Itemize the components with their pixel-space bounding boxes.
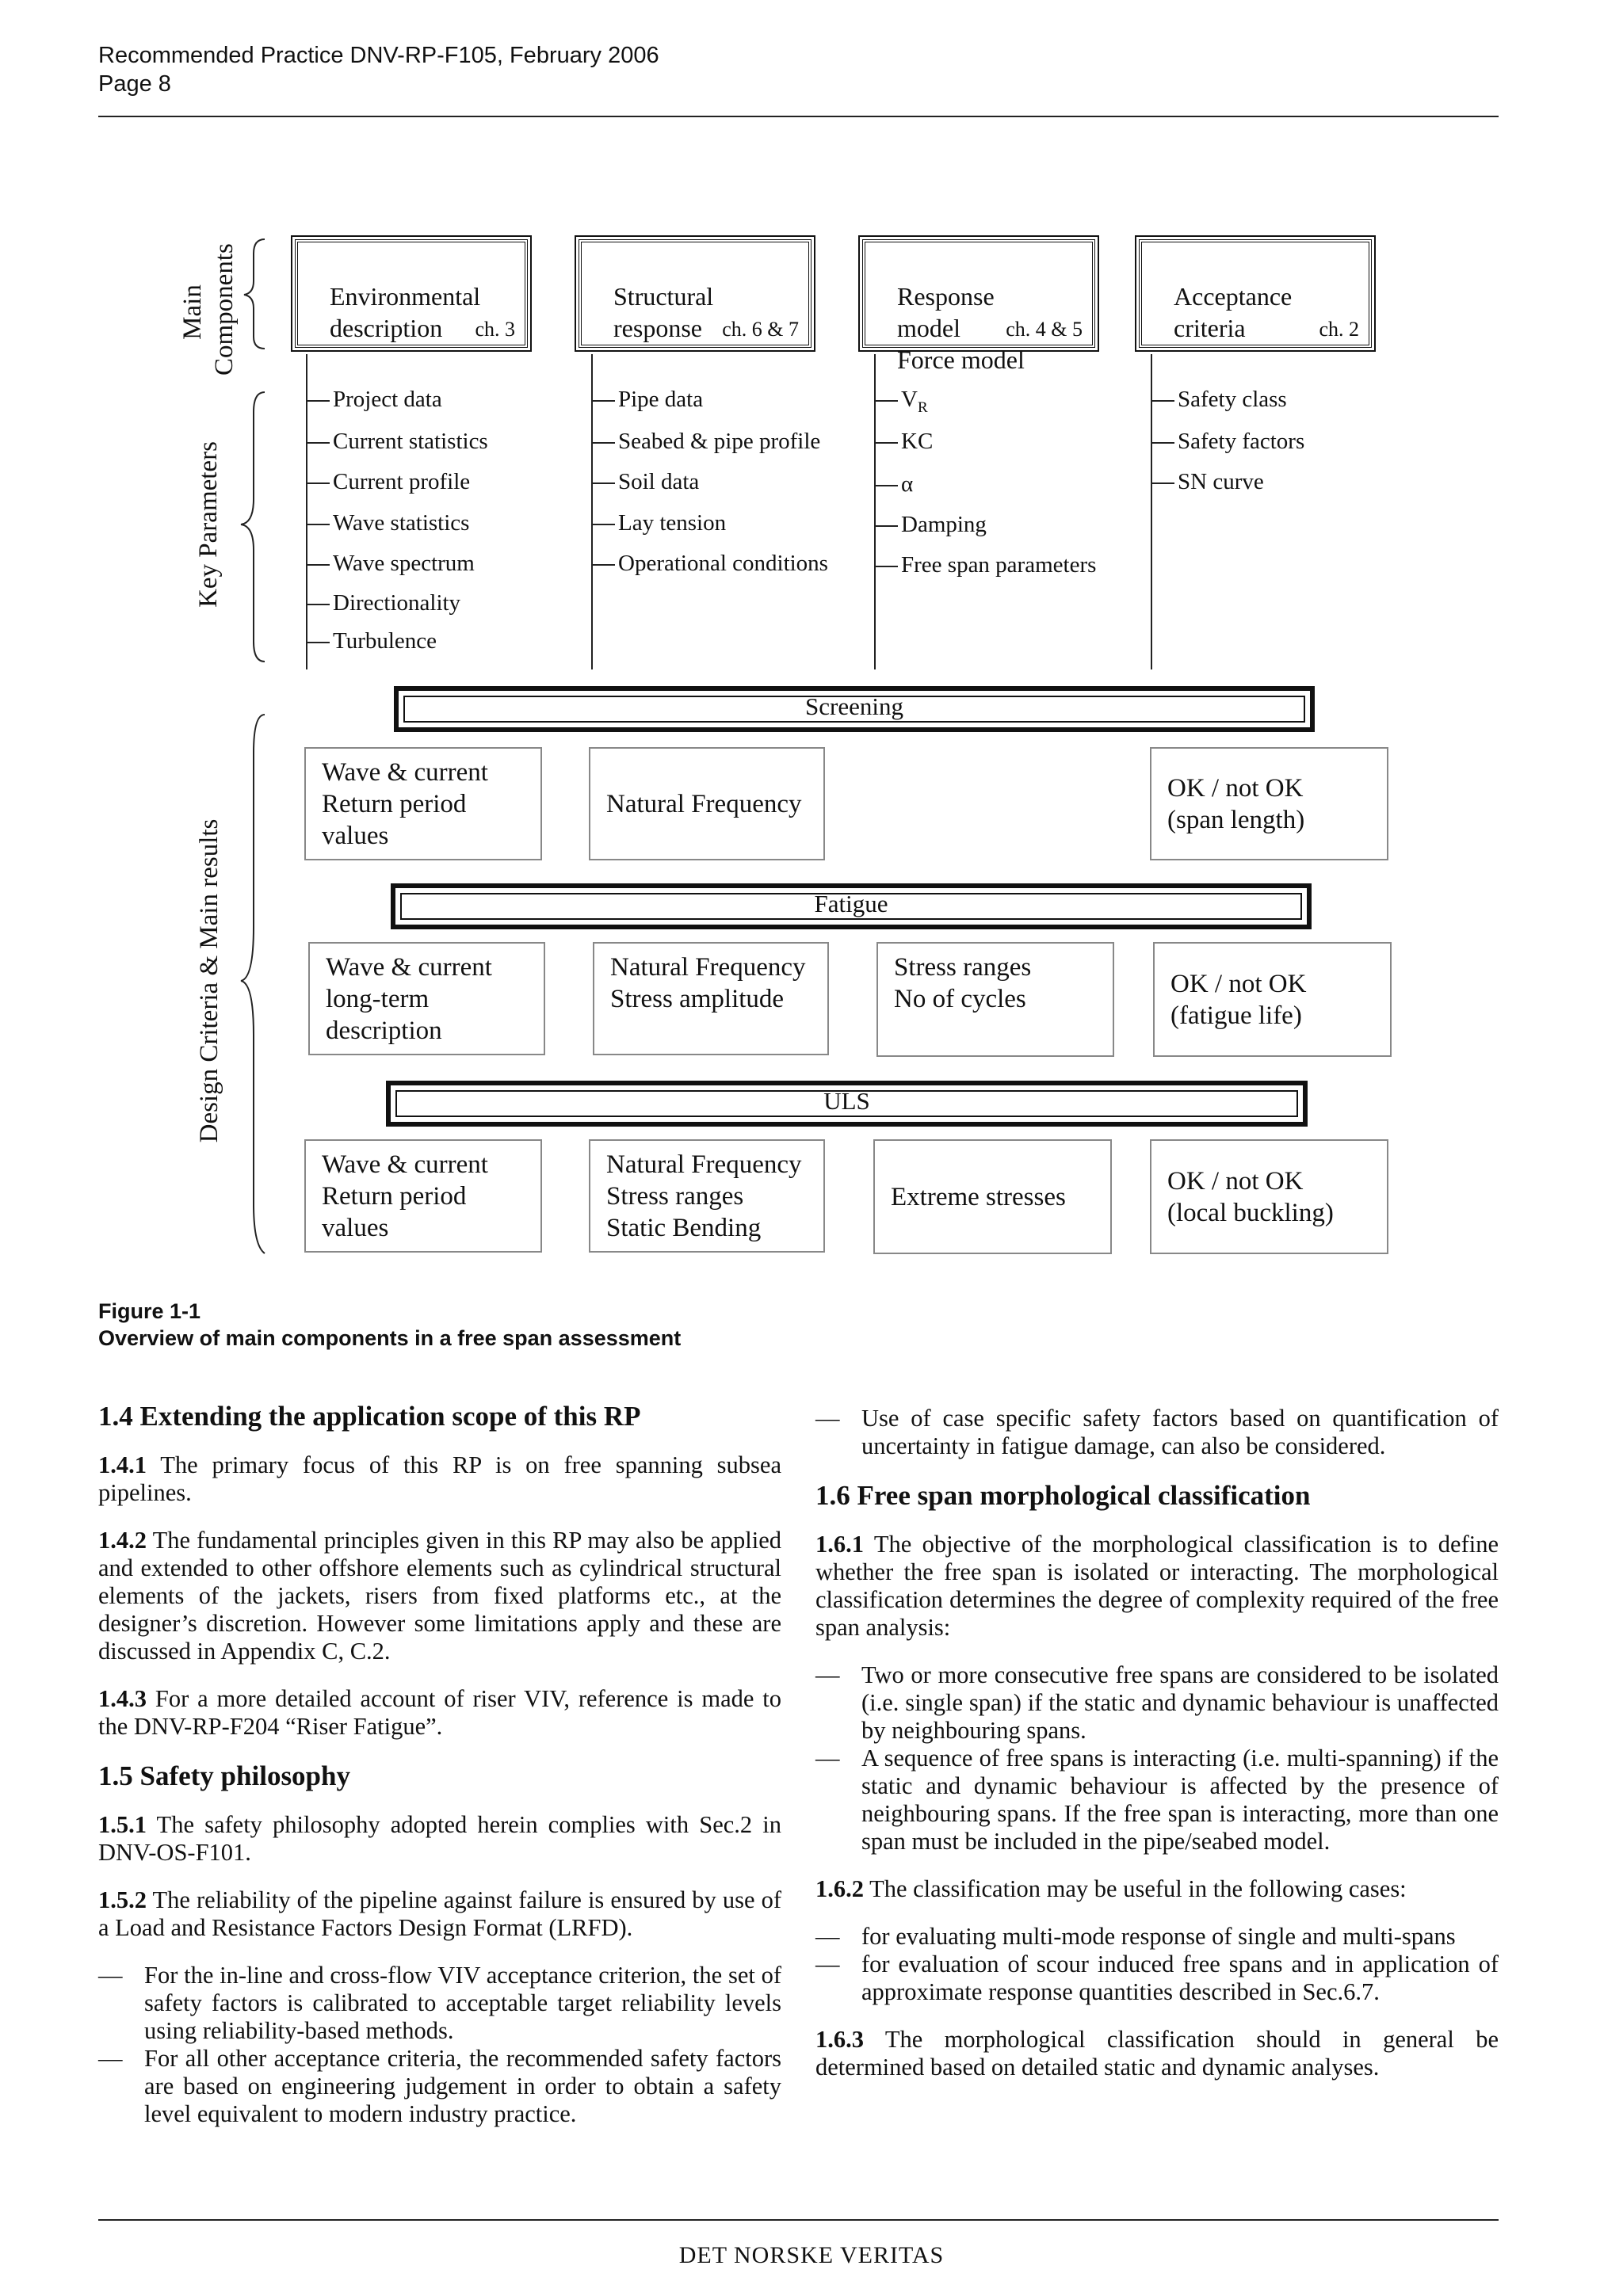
para-text: The reliability of the pipeline against failure is ensured by use of a Load and Resistance Factors Design Format (LRFD). [98, 1886, 781, 1941]
paragraph-1-6-1 [815, 1531, 1499, 1642]
param-item: Safety class [1151, 386, 1287, 413]
list-item: — Use of case specific safety factors based on quantification of uncertainty in fatigue damage, can also be considered. [815, 1405, 1499, 1460]
para-number: 1.6.3 [815, 2026, 864, 2053]
para-number: 1.5.2 [98, 1886, 147, 1913]
fatigue-label: Fatigue [400, 893, 1302, 920]
key-parameters-label: Key Parameters [194, 441, 223, 608]
bullet-list-1-5-2 [98, 1962, 781, 2128]
screening-box: Natural Frequency [589, 747, 825, 860]
design-criteria-brace [241, 715, 265, 1253]
uls-band [386, 1081, 1308, 1127]
screening-box: Wave & current Return period values [304, 747, 542, 860]
figure-caption-label: Figure 1-1 [98, 1299, 201, 1323]
list-item: — for evaluating multi-mode response of single and multi-spans [815, 1923, 1499, 1951]
list-item: — Two or more consecutive free spans are considered to be isolated (i.e. single span) if the static and dynamic behaviour is unaffected by neighbouring spans. [815, 1661, 1499, 1745]
list-item: — for evaluation of scour induced free spans and in application of approximate response quantities described in Sec.6.7. [815, 1951, 1499, 2006]
paragraph-1-4-1 [98, 1451, 781, 1507]
component-title: Environmental description [330, 282, 481, 342]
param-item: Project data [306, 386, 442, 413]
param-item-vr [874, 386, 928, 421]
param-item: Pipe data [591, 386, 703, 413]
uls-box: Extreme stresses [873, 1139, 1112, 1254]
para-number: 1.6.2 [815, 1875, 864, 1902]
paragraph-1-5-2 [98, 1886, 781, 1942]
screening-label: Screening [403, 696, 1305, 723]
footer-rule [98, 2219, 1499, 2221]
fatigue-box: OK / not OK (fatigue life) [1153, 942, 1392, 1057]
param-item: SN curve [1151, 468, 1264, 495]
param-item: Current statistics [306, 428, 488, 455]
component-title: Structural response [613, 282, 714, 342]
paragraph-1-6-3 [815, 2026, 1499, 2081]
para-text: The morphological classification should in general be determined based on detailed static and dynamic analyses. [815, 2026, 1499, 2081]
component-chapter: ch. 4 & 5 [1006, 318, 1083, 341]
bullet-list-1-5-2-continued [815, 1405, 1499, 1460]
paragraph-1-6-2 [815, 1875, 1499, 1903]
component-environmental [295, 239, 528, 348]
page-footer: DET NORSKE VERITAS [678, 2242, 945, 2268]
para-text: The safety philosophy adopted herein complies with Sec.2 in DNV-OS-F101. [98, 1811, 781, 1866]
header-rule [98, 116, 1499, 117]
param-item: α [874, 471, 913, 498]
uls-label: ULS [395, 1090, 1298, 1117]
para-number: 1.6.1 [815, 1531, 864, 1558]
bullet-list-1-6-2 [815, 1923, 1499, 2006]
component-chapter: ch. 6 & 7 [722, 318, 799, 341]
design-criteria-label: Design Criteria & Main results [195, 818, 223, 1143]
param-item: Seabed & pipe profile [591, 428, 820, 455]
component-title: Acceptance criteria [1174, 282, 1293, 342]
para-number: 1.4.1 [98, 1451, 147, 1478]
main-components-brace [244, 239, 265, 349]
header-doc-title: Recommended Practice DNV-RP-F105, February 2006 [98, 43, 659, 68]
fatigue-box: Stress ranges No of cycles [876, 942, 1114, 1057]
para-number: 1.4.3 [98, 1685, 147, 1712]
param-item: Wave statistics [306, 509, 469, 536]
figure-caption [98, 1298, 681, 1352]
component-acceptance [1139, 239, 1372, 348]
param-item: Lay tension [591, 509, 726, 536]
paragraph-1-4-2 [98, 1527, 781, 1665]
para-text: The fundamental principles given in this RP may also be applied and extended to other offshore elements such as cylindrical structural elements of the jackets, risers from fixed platforms etc., at the designer’s discretion. However some limitations apply and these are discussed in Appendix C, C.2. [98, 1527, 781, 1665]
param-item: Operational conditions [591, 550, 828, 577]
component-response-model [862, 239, 1095, 374]
screening-band [394, 686, 1315, 732]
para-text: The classification may be useful in the following cases: [864, 1875, 1407, 1902]
component-chapter: ch. 2 [1319, 318, 1359, 341]
param-item: Free span parameters [874, 551, 1096, 578]
key-parameters-brace [241, 392, 265, 662]
param-vr-subscript: R [917, 399, 928, 416]
screening-box: OK / not OK (span length) [1150, 747, 1388, 860]
uls-box: Wave & current Return period values [304, 1139, 542, 1253]
param-item: Turbulence [306, 627, 437, 654]
paragraph-1-4-3 [98, 1685, 781, 1741]
right-column [815, 1405, 1499, 2101]
uls-box: OK / not OK (local buckling) [1150, 1139, 1388, 1254]
list-item: — For all other acceptance criteria, the recommended safety factors are based on engineering judgement in order to obtain a safety level equivalent to modern industry practice. [98, 2045, 781, 2128]
param-vr-symbol: V [901, 387, 918, 412]
param-item: Safety factors [1151, 428, 1304, 455]
para-number: 1.5.1 [98, 1811, 147, 1838]
paragraph-1-5-1 [98, 1811, 781, 1867]
fatigue-box: Wave & current long-term description [308, 942, 545, 1055]
section-1-4-heading: 1.4 Extending the application scope of this RP [98, 1401, 641, 1432]
para-number: 1.4.2 [98, 1527, 147, 1554]
param-item: Directionality [306, 589, 460, 616]
param-item: Soil data [591, 468, 699, 495]
section-1-5-heading: 1.5 Safety philosophy [98, 1760, 350, 1791]
param-item: Damping [874, 511, 987, 538]
fatigue-box: Natural Frequency Stress amplitude [593, 942, 829, 1055]
section-1-6-heading: 1.6 Free span morphological classification [815, 1480, 1311, 1511]
header-page-number: Page 8 [98, 71, 171, 97]
left-column [98, 1401, 781, 2148]
param-item: Current profile [306, 468, 470, 495]
page-header [98, 41, 659, 98]
para-text: The primary focus of this RP is on free spanning subsea pipelines. [98, 1451, 781, 1506]
main-components-label: Main Components [178, 243, 239, 376]
list-item: — A sequence of free spans is interacting (i.e. multi-spanning) if the static and dynamic behaviour is affected by the presence of neighbouring spans. If the free span is interacting, more than one span must be included in the pipe/seabed model. [815, 1745, 1499, 1855]
component-chapter: ch. 3 [475, 318, 515, 341]
fatigue-band [391, 883, 1312, 929]
component-structural [579, 239, 812, 348]
para-text: For a more detailed account of riser VIV, reference is made to the DNV-RP-F204 “Riser Fatigue”. [98, 1685, 781, 1740]
component-title: Response model Force model [897, 282, 1025, 374]
param-item: KC [874, 428, 933, 455]
list-item: — For the in-line and cross-flow VIV acceptance criterion, the set of safety factors is calibrated to acceptable target reliability levels using reliability-based methods. [98, 1962, 781, 2045]
bullet-list-1-6-1 [815, 1661, 1499, 1855]
figure-caption-text: Overview of main components in a free span assessment [98, 1326, 682, 1350]
uls-box: Natural Frequency Stress ranges Static Bending [589, 1139, 825, 1253]
para-text: The objective of the morphological classification is to define whether the free span is isolated or interacting. The morphological classification determines the degree of complexity required of the free span analysis: [815, 1531, 1499, 1641]
param-item: Wave spectrum [306, 550, 475, 577]
